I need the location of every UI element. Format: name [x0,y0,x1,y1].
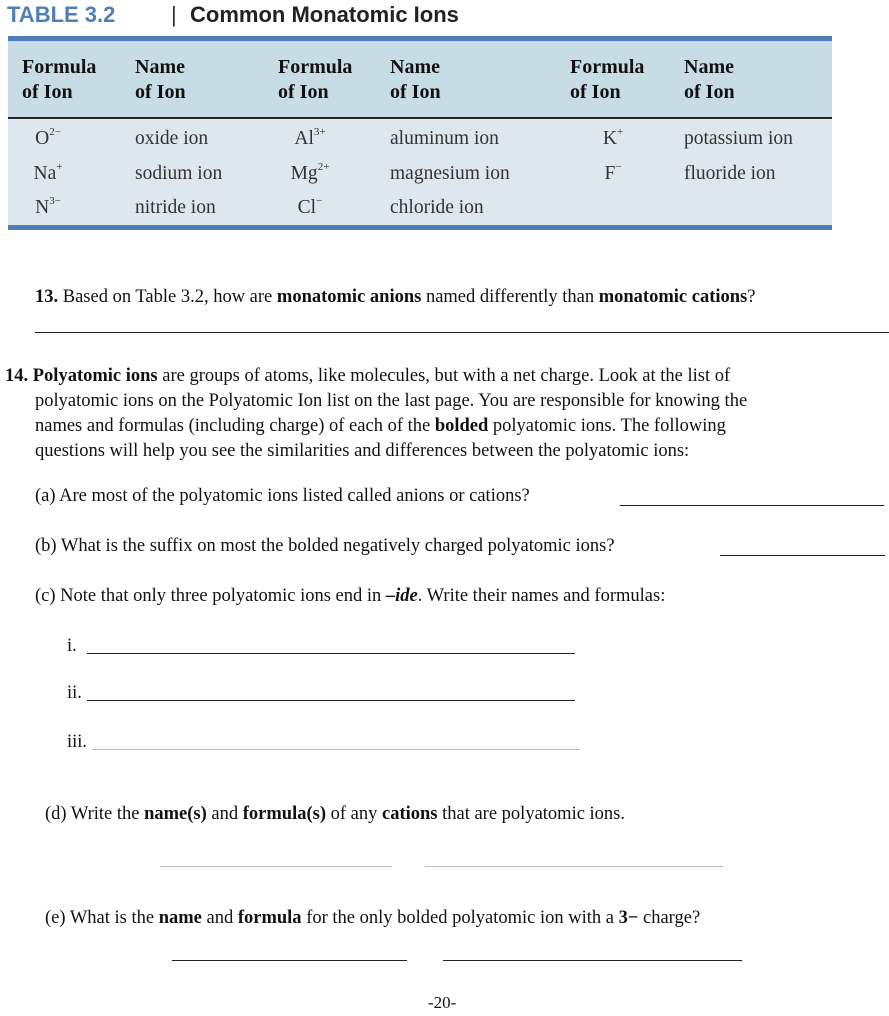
table-header [8,41,832,119]
item-iii-label: iii. [67,732,88,752]
ion-name: magnesium ion [390,163,510,184]
answer-line-iii[interactable] [92,749,580,750]
ion-formula: K+ [602,126,624,149]
ion-name: nitride ion [135,197,216,218]
answer-line-ii[interactable] [87,700,575,701]
answer-line-14d-formula[interactable] [425,866,723,867]
question-13: 13. Based on Table 3.2, how are monatomic anions named differently than monatomic cations? [35,287,756,307]
answer-line-14b[interactable] [720,555,885,556]
ion-name: chloride ion [390,197,484,218]
ion-formula: $Mg^{2+}$ [290,161,330,184]
answer-line-14e-name[interactable] [172,960,407,961]
question-14: 14. Polyatomic ions are groups of atoms, like molecules, but with a net charge. Look at the list of polyatomic ions on the Polyatomic Ion list on the last page. You are responsible for knowing the names and formulas (including charge) of each of the bolded polyatomic ions. The following questions will help you see the similarities and differences between the polyatomic ions: [5,366,748,461]
monatomic-ions-table [8,36,832,230]
column-header: Formula of Ion [278,56,353,103]
answer-line-i[interactable] [87,653,575,654]
column-header: Name of Ion [390,56,441,103]
ion-formula: Cl− [297,195,323,218]
ion-formula: $O^{2-}$ [35,126,61,149]
column-header: Name of Ion [135,56,186,103]
ion-formula: F− [604,161,622,184]
table-title: Common Monatomic Ions [190,2,459,27]
question-14d: (d) Write the name(s) and formula(s) of any cations that are polyatomic ions. [45,804,626,824]
question-14a: (a) Are most of the polyatomic ions listed called anions or cations? [35,486,530,506]
ion-name: oxide ion [135,128,209,149]
ion-formula: $N^{3-}$ [35,195,61,218]
column-header: Name of Ion [684,56,735,103]
table-label: TABLE 3.2 [7,2,116,27]
question-14c: (c) Note that only three polyatomic ions end in –ide. Write their names and formulas: [35,586,666,606]
column-header: Formula of Ion [22,56,97,103]
ion-name: potassium ion [684,128,793,149]
item-i-label: i. [67,636,77,656]
answer-line-14e-formula[interactable] [443,960,742,961]
ion-name: sodium ion [135,163,223,184]
title-divider: | [171,2,177,27]
ion-formula: $Al^{3+}$ [294,126,326,149]
ion-name: aluminum ion [390,128,499,149]
answer-line-14d-name[interactable] [160,866,392,867]
page-number: -20- [428,993,457,1012]
ion-formula: Na+ [33,161,63,184]
column-header: Formula of Ion [570,56,645,103]
ion-name: fluoride ion [684,163,776,184]
answer-line-13[interactable] [35,332,889,333]
question-14e: (e) What is the name and formula for the only bolded polyatomic ion with a 3− charge? [45,908,701,928]
question-14b: (b) What is the suffix on most the bolded negatively charged polyatomic ions? [35,536,615,556]
item-ii-label: ii. [67,683,82,703]
answer-line-14a[interactable] [620,505,884,506]
